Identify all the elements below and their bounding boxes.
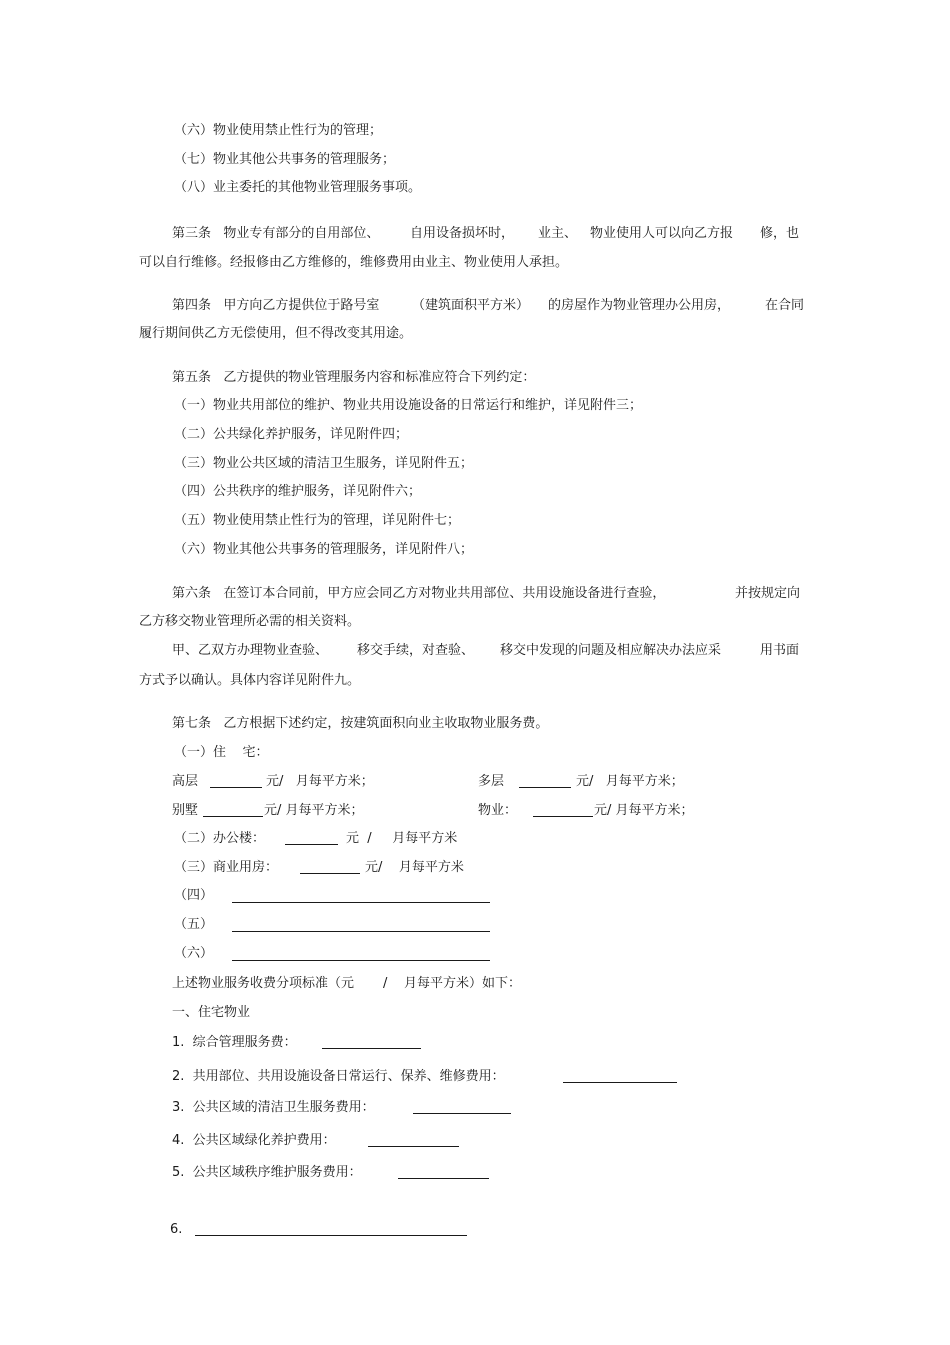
- art5-item: （一）物业共用部位的维护、物业共用设施设备的日常运行和维护，详见附件三；: [174, 398, 643, 413]
- blank-item-line: [232, 931, 490, 932]
- art3-line1-seg: 自用设备损坏时，: [410, 226, 515, 241]
- art4-line1-seg: 第四条 甲方向乙方提供位于路号室: [172, 298, 380, 313]
- commercial-blank: [300, 873, 360, 874]
- multistory-unit: 元/ 月每平方米；: [576, 774, 684, 789]
- art4-line2: 履行期间供乙方无偿使用，但不得改变其用途。: [139, 326, 413, 341]
- property-unit: 元/ 月每平方米；: [594, 803, 694, 818]
- art4-line1-seg: （建筑面积平方米）: [412, 298, 530, 313]
- fee-blank: [398, 1178, 489, 1179]
- fee-blank: [563, 1082, 677, 1083]
- intro-item: （六）物业使用禁止性行为的管理；: [174, 123, 383, 138]
- blank-item-label: （五）: [174, 917, 214, 932]
- art6-line4: 方式予以确认。具体内容详见附件九。: [139, 673, 361, 688]
- art4-line1-seg: 的房屋作为物业管理办公用房，: [548, 298, 731, 313]
- villa-unit: 元/ 月每平方米；: [264, 803, 364, 818]
- art5-item: （三）物业公共区域的清洁卫生服务，详见附件五；: [174, 456, 474, 471]
- fee-item: 1. 综合管理服务费：: [172, 1035, 297, 1050]
- commercial-unit: 元/ 月每平方米: [365, 860, 464, 875]
- art6-line2: 乙方移交物业管理所必需的相关资料。: [139, 614, 361, 629]
- fee-blank: [322, 1048, 421, 1049]
- fee-blank: [368, 1146, 459, 1147]
- fee-blank: [195, 1235, 467, 1236]
- office-unit: 元 / 月每平方米: [346, 831, 458, 846]
- art6-line1-seg: 第六条 在签订本合同前，甲方应会同乙方对物业共用部位、共用设施设备进行查验，: [172, 586, 666, 601]
- art6-line3-seg: 甲、乙双方办理物业查验、: [172, 643, 329, 658]
- art3-line1-seg: 修，也: [760, 226, 800, 241]
- standard-post: 月每平方米）如下：: [404, 976, 522, 991]
- villa-blank: [203, 816, 263, 817]
- residential-sub-head: 一、住宅物业: [172, 1005, 251, 1020]
- residential-label: （一）住 宅：: [174, 745, 269, 760]
- blank-item-line: [232, 902, 490, 903]
- fee-item: 2. 共用部位、共用设施设备日常运行、保养、维修费用：: [172, 1069, 505, 1084]
- standard-pre: 上述物业服务收费分项标准（元: [172, 976, 355, 991]
- art3-line1-seg: 业主、: [538, 226, 578, 241]
- art5-head: 第五条 乙方提供的物业管理服务内容和标准应符合下列约定：: [172, 370, 536, 385]
- art6-line3-seg: 移交手续，对查验、: [357, 643, 475, 658]
- office-blank: [285, 844, 338, 845]
- highrise-blank: [210, 787, 262, 788]
- office-label: （二）办公楼：: [174, 831, 266, 846]
- art3-line1-seg: 第三条 物业专有部分的自用部位、: [172, 226, 380, 241]
- commercial-label: （三）商业用房：: [174, 860, 279, 875]
- fee-item: 5. 公共区域秩序维护服务费用：: [172, 1165, 362, 1180]
- fee-blank: [413, 1113, 511, 1114]
- multistory-blank: [519, 787, 571, 788]
- art6-line3-seg: 移交中发现的问题及相应解决办法应采: [500, 643, 722, 658]
- blank-item-label: （四）: [174, 888, 214, 903]
- highrise-unit: 元/ 月每平方米；: [266, 774, 374, 789]
- blank-item-label: （六）: [174, 946, 214, 961]
- art5-item: （六）物业其他公共事务的管理服务，详见附件八；: [174, 542, 474, 557]
- fee-item: 3. 公共区域的清洁卫生服务费用：: [172, 1100, 375, 1115]
- art6-line1-seg: 并按规定向: [735, 586, 801, 601]
- art5-item: （五）物业使用禁止性行为的管理，详见附件七；: [174, 513, 461, 528]
- art6-line3-seg: 用书面: [760, 643, 800, 658]
- art7-head: 第七条 乙方根据下述约定，按建筑面积向业主收取物业服务费。: [172, 716, 549, 731]
- multistory-label: 多层: [478, 774, 505, 789]
- intro-item: （八）业主委托的其他物业管理服务事项。: [174, 180, 422, 195]
- art5-item: （四）公共秩序的维护服务，详见附件六；: [174, 484, 422, 499]
- highrise-label: 高层: [172, 774, 199, 789]
- blank-item-line: [232, 960, 490, 961]
- property-blank: [533, 816, 593, 817]
- art3-line2: 可以自行维修。经报修由乙方维修的，维修费用由业主、物业使用人承担。: [139, 255, 569, 270]
- art3-line1-seg: 物业使用人可以向乙方报: [590, 226, 734, 241]
- property-label: 物业：: [478, 803, 518, 818]
- art4-line1-seg: 在合同: [765, 298, 805, 313]
- standard-slash: /: [383, 976, 388, 991]
- fee-item-6: 6.: [170, 1222, 183, 1237]
- villa-label: 别墅: [172, 803, 199, 818]
- art5-item: （二）公共绿化养护服务，详见附件四；: [174, 427, 409, 442]
- fee-item: 4. 公共区域绿化养护费用：: [172, 1133, 336, 1148]
- intro-item: （七）物业其他公共事务的管理服务；: [174, 152, 396, 167]
